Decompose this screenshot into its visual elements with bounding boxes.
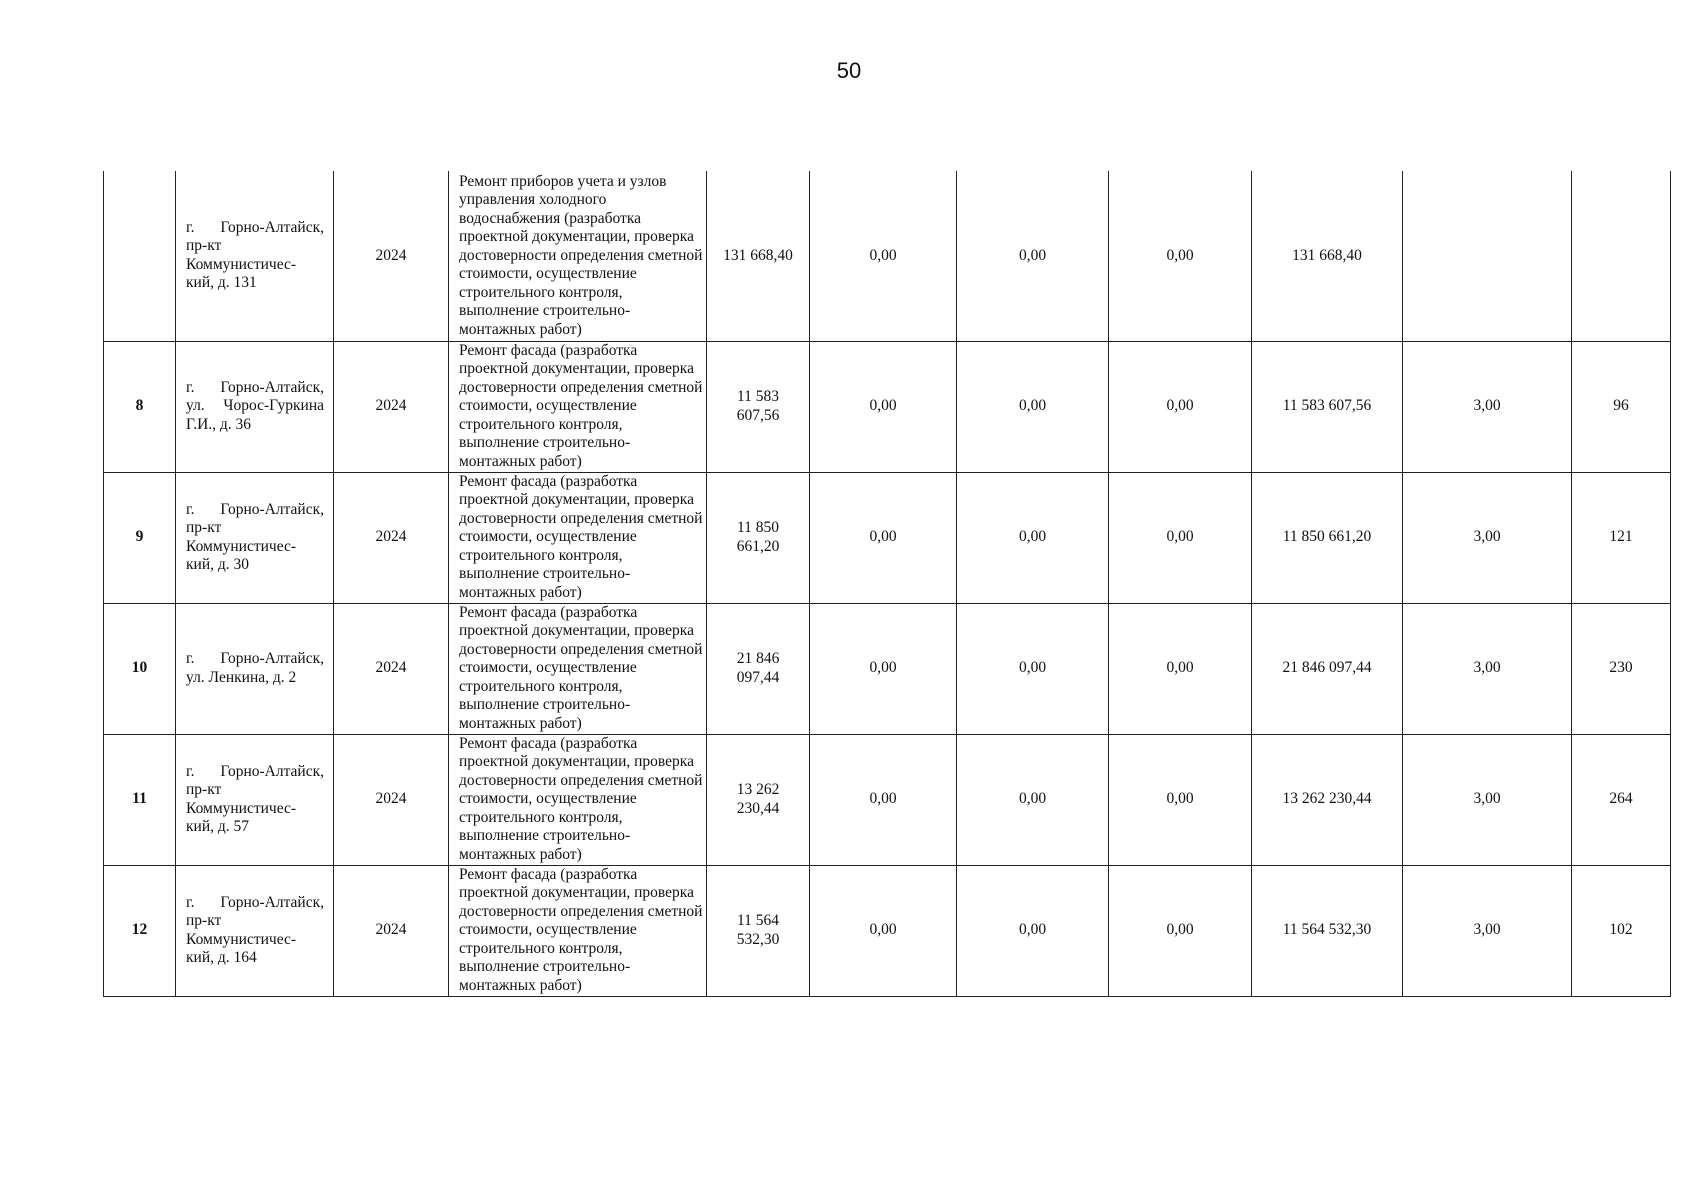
work-description: Ремонт фасада (разработка проектной документации, проверка достоверности определения сметной стоимости, осуществление строительного контроля, выполнение строительно-монтажных работ) bbox=[449, 603, 707, 734]
address-street-prefix: пр-кт bbox=[186, 912, 222, 929]
table-row bbox=[104, 865, 1671, 996]
address-city-prefix: г. bbox=[186, 500, 195, 518]
address-city: Горно-Алтайск, bbox=[220, 893, 324, 911]
table-row bbox=[104, 472, 1671, 603]
value-cell: 0,00 bbox=[1109, 171, 1252, 341]
table-row bbox=[104, 734, 1671, 865]
row-number: 11 bbox=[104, 734, 176, 865]
rate-cell: 3,00 bbox=[1403, 603, 1572, 734]
year-cell: 2024 bbox=[334, 603, 449, 734]
rate-cell: 3,00 bbox=[1403, 472, 1572, 603]
value-cell: 0,00 bbox=[957, 603, 1109, 734]
value-cell: 0,00 bbox=[810, 865, 957, 996]
value-cell: 0,00 bbox=[957, 341, 1109, 472]
address-city: Горно-Алтайск, bbox=[220, 762, 324, 780]
address-city-prefix: г. bbox=[186, 650, 195, 667]
page-number: 50 bbox=[836, 58, 862, 83]
address-cell bbox=[176, 341, 334, 472]
owner-funds: 11 564 532,30 bbox=[1252, 865, 1403, 996]
address-line-3: Коммунистичес- bbox=[186, 799, 297, 817]
address-line-4: кий, д. 30 bbox=[186, 556, 250, 573]
year-cell: 2024 bbox=[334, 734, 449, 865]
value-cell: 0,00 bbox=[810, 472, 957, 603]
rate-cell bbox=[1403, 171, 1572, 341]
row-number: 10 bbox=[104, 603, 176, 734]
year-cell: 2024 bbox=[334, 341, 449, 472]
address-city-prefix: г. bbox=[186, 893, 195, 911]
row-number bbox=[104, 171, 176, 341]
value-cell: 0,00 bbox=[810, 171, 957, 341]
owner-funds: 11 850 661,20 bbox=[1252, 472, 1403, 603]
address-city-prefix: г. bbox=[186, 218, 195, 236]
work-description: Ремонт фасада (разработка проектной документации, проверка достоверности определения сметной стоимости, осуществление строительного контроля, выполнение строительно-монтажных работ) bbox=[449, 865, 707, 996]
table-row bbox=[104, 603, 1671, 734]
rate-cell: 3,00 bbox=[1403, 734, 1572, 865]
year-cell: 2024 bbox=[334, 171, 449, 341]
rate-cell: 3,00 bbox=[1403, 865, 1572, 996]
address-street-prefix: пр-кт bbox=[186, 781, 222, 798]
value-cell: 0,00 bbox=[1109, 734, 1252, 865]
owner-funds: 11 583 607,56 bbox=[1252, 341, 1403, 472]
address-line-4: кий, д. 57 bbox=[186, 818, 250, 835]
address-line-3: Г.И., д. 36 bbox=[186, 415, 252, 433]
address-line-3: Коммунистичес- bbox=[186, 930, 297, 948]
address-cell bbox=[176, 171, 334, 341]
value-cell: 0,00 bbox=[810, 341, 957, 472]
address-city-prefix: г. bbox=[186, 378, 195, 396]
total-cost: 11 850 661,20 bbox=[707, 472, 810, 603]
total-cost: 21 846 097,44 bbox=[707, 603, 810, 734]
value-cell: 0,00 bbox=[810, 734, 957, 865]
address-line-3: Коммунистичес- bbox=[186, 537, 297, 555]
area-cell: 121 bbox=[1572, 472, 1671, 603]
value-cell: 0,00 bbox=[957, 171, 1109, 341]
owner-funds: 131 668,40 bbox=[1252, 171, 1403, 341]
area-cell bbox=[1572, 171, 1671, 341]
area-cell: 230 bbox=[1572, 603, 1671, 734]
address-street-prefix: ул. Ленкина, д. 2 bbox=[186, 668, 297, 686]
table-row bbox=[104, 171, 1671, 341]
value-cell: 0,00 bbox=[1109, 472, 1252, 603]
work-description: Ремонт фасада (разработка проектной документации, проверка достоверности определения сметной стоимости, осуществление строительного контроля, выполнение строительно-монтажных работ) bbox=[449, 341, 707, 472]
table-row bbox=[104, 341, 1671, 472]
address-city: Горно-Алтайск, bbox=[220, 650, 324, 667]
value-cell: 0,00 bbox=[1109, 865, 1252, 996]
address-cell bbox=[176, 734, 334, 865]
owner-funds: 21 846 097,44 bbox=[1252, 603, 1403, 734]
value-cell: 0,00 bbox=[1109, 603, 1252, 734]
total-cost: 11 583 607,56 bbox=[707, 341, 810, 472]
address-line-4: кий, д. 131 bbox=[186, 274, 257, 292]
address-street-prefix: ул. bbox=[186, 397, 205, 415]
value-cell: 0,00 bbox=[810, 603, 957, 734]
address-cell bbox=[176, 603, 334, 734]
total-cost: 11 564 532,30 bbox=[707, 865, 810, 996]
year-cell: 2024 bbox=[334, 472, 449, 603]
row-number: 9 bbox=[104, 472, 176, 603]
value-cell: 0,00 bbox=[957, 472, 1109, 603]
value-cell: 0,00 bbox=[1109, 341, 1252, 472]
address-city: Горно-Алтайск, bbox=[220, 500, 324, 518]
address-line-3: Коммунистичес- bbox=[186, 255, 297, 273]
total-cost: 131 668,40 bbox=[707, 171, 810, 341]
year-cell: 2024 bbox=[334, 865, 449, 996]
area-cell: 102 bbox=[1572, 865, 1671, 996]
address-cell bbox=[176, 472, 334, 603]
total-cost: 13 262 230,44 bbox=[707, 734, 810, 865]
work-description: Ремонт фасада (разработка проектной документации, проверка достоверности определения сметной стоимости, осуществление строительного контроля, выполнение строительно-монтажных работ) bbox=[449, 472, 707, 603]
row-number: 8 bbox=[104, 341, 176, 472]
value-cell: 0,00 bbox=[957, 865, 1109, 996]
address-line-4: кий, д. 164 bbox=[186, 949, 257, 966]
address-street: Чорос-Гуркина bbox=[223, 397, 324, 415]
address-city: Горно-Алтайск, bbox=[220, 218, 324, 236]
row-number: 12 bbox=[104, 865, 176, 996]
address-city: Горно-Алтайск, bbox=[220, 378, 324, 396]
address-city-prefix: г. bbox=[186, 762, 195, 780]
work-description: Ремонт фасада (разработка проектной документации, проверка достоверности определения сметной стоимости, осуществление строительного контроля, выполнение строительно-монтажных работ) bbox=[449, 734, 707, 865]
address-street-prefix: пр-кт bbox=[186, 237, 222, 255]
work-description: Ремонт приборов учета и узлов управления холодного водоснабжения (разработка проектной документации, проверка достоверности определения сметной стоимости, осуществление строительного контроля, выполнение строительно-монтажных работ) bbox=[449, 171, 707, 341]
value-cell: 0,00 bbox=[957, 734, 1109, 865]
area-cell: 264 bbox=[1572, 734, 1671, 865]
area-cell: 96 bbox=[1572, 341, 1671, 472]
address-cell bbox=[176, 865, 334, 996]
owner-funds: 13 262 230,44 bbox=[1252, 734, 1403, 865]
address-street-prefix: пр-кт bbox=[186, 519, 222, 536]
rate-cell: 3,00 bbox=[1403, 341, 1572, 472]
works-table bbox=[103, 171, 1671, 997]
